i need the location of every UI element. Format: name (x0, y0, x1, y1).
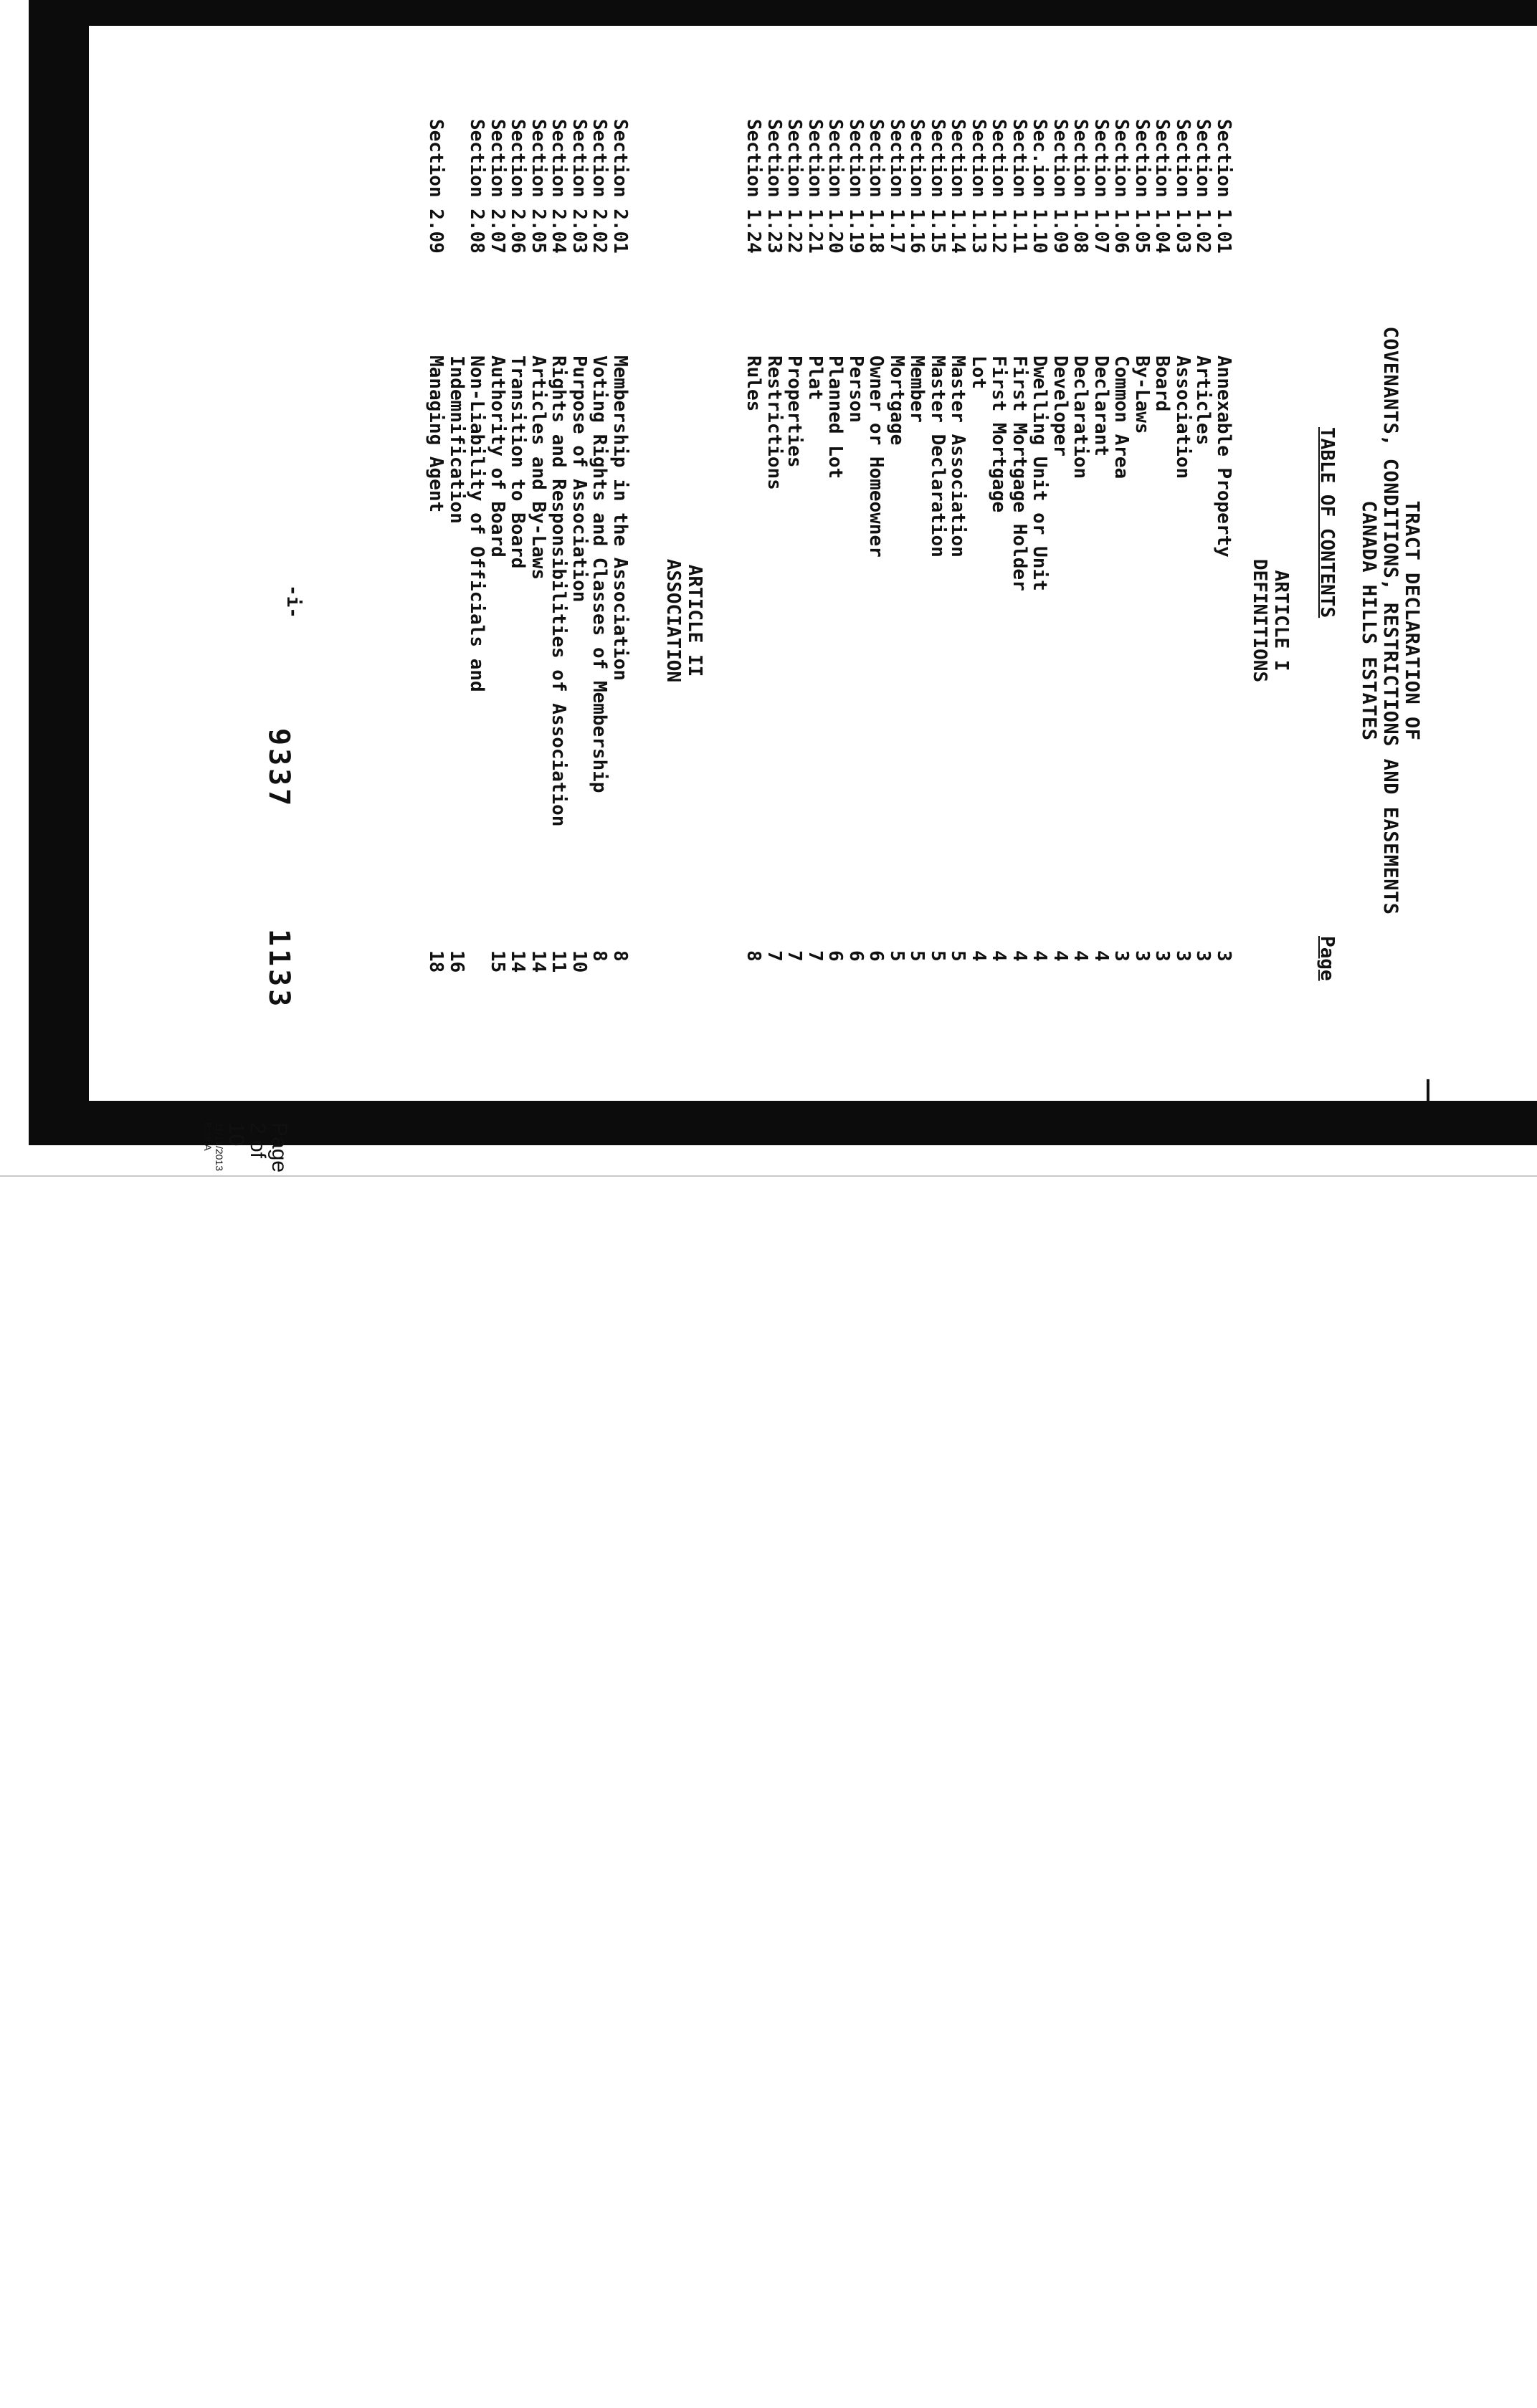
toc-entry[interactable] (969, 119, 990, 1051)
section-page: 5 (927, 950, 948, 962)
toc-entry[interactable] (1092, 119, 1113, 1051)
section-title: Mortgage (886, 355, 908, 446)
toc-entry[interactable] (1194, 119, 1214, 1051)
section-number: Section 2.08 (466, 119, 488, 254)
section-page: 5 (906, 950, 928, 962)
footer-page-number: -i- (282, 585, 304, 618)
section-number: Section 1.24 (743, 119, 765, 254)
title-line: COVENANTS, CONDITIONS, RESTRICTIONS AND EASEMENTS (1379, 326, 1402, 915)
section-page: 4 (1070, 950, 1092, 962)
section-number: Section 1.20 (824, 119, 847, 254)
toc-entry[interactable] (1112, 119, 1133, 1051)
section-page: 11 (548, 950, 570, 973)
section-number: Section 1.14 (947, 119, 969, 254)
section-number: Section 2.03 (568, 119, 590, 254)
toc-entry[interactable] (1051, 119, 1072, 1051)
section-title: Articles (1192, 355, 1214, 446)
toc-entry[interactable] (1174, 119, 1194, 1051)
section-page: 3 (1131, 950, 1153, 962)
document-title (1358, 241, 1422, 1000)
article-label: ARTICLE I (1270, 570, 1292, 672)
section-title: Lot (968, 355, 989, 389)
section-page: 3 (1151, 950, 1174, 962)
toc-list-article-1 (744, 119, 1234, 1051)
section-page: 16 (446, 950, 467, 973)
section-number: Sec.ion 1.10 (1029, 119, 1051, 254)
section-page: 4 (1090, 950, 1112, 962)
section-title: Purpose of Association (568, 355, 590, 603)
toc-entry[interactable] (888, 119, 908, 1051)
section-number: Section 1.22 (784, 119, 806, 254)
section-page: 7 (784, 950, 806, 962)
section-title: Managing Agent (425, 355, 447, 513)
toc-entry[interactable] (826, 119, 847, 1051)
title-line: CANADA HILLS ESTATES (1358, 500, 1380, 741)
section-title: First Mortgage Holder (1009, 355, 1030, 591)
section-title: Planned Lot (824, 355, 847, 479)
toc-entry[interactable] (948, 119, 969, 1051)
recording-stamp-page: 1133 (262, 929, 295, 1010)
article-heading (662, 406, 705, 836)
toc-entry[interactable] (1071, 119, 1092, 1051)
toc-entry[interactable] (806, 119, 827, 1051)
section-number: Section 2.06 (507, 119, 529, 254)
page-indicator (202, 1122, 290, 1172)
section-page: 18 (425, 950, 447, 973)
section-number: Section 1.02 (1192, 119, 1214, 254)
section-number: Section 1.05 (1131, 119, 1153, 254)
section-title: Indemnification (446, 355, 467, 524)
section-page: 3 (1172, 950, 1194, 962)
section-title: First Mortgage (988, 355, 1010, 513)
page-indicator-text: Page 2 of 10 (224, 1122, 291, 1173)
section-title: Articles and By-Laws (528, 355, 549, 580)
toc-entry[interactable] (529, 119, 550, 1051)
toc-entry[interactable] (744, 119, 765, 1051)
section-title: Membership in the Association (609, 355, 631, 681)
article-heading (1249, 406, 1292, 836)
section-page: 7 (763, 950, 785, 962)
rotated-page-content (202, 119, 1423, 1173)
section-number: Section 1.01 (1213, 119, 1234, 254)
section-page: 5 (886, 950, 908, 962)
toc-entry[interactable] (488, 119, 509, 1051)
section-title: Annexable Property (1213, 355, 1234, 558)
section-title: Authority of Board (487, 355, 508, 558)
section-page: 5 (947, 950, 969, 962)
section-number: Section 1.03 (1172, 119, 1194, 254)
toc-entry[interactable] (549, 119, 570, 1051)
section-page: 6 (824, 950, 847, 962)
section-page: 4 (1009, 950, 1030, 962)
section-number: Section 2.09 (425, 119, 447, 254)
toc-entry[interactable] (989, 119, 1010, 1051)
scan-border (29, 0, 1537, 1173)
toc-entry[interactable] (467, 119, 488, 1051)
section-title: Properties (784, 355, 806, 468)
toc-entry[interactable] (908, 119, 928, 1051)
section-number: Section 1.15 (927, 119, 948, 254)
section-title: Owner or Homeowner (865, 355, 888, 558)
title-line: TRACT DECLARATION OF (1401, 500, 1423, 741)
toc-entry[interactable] (765, 119, 786, 1051)
section-title: Non-Liability of Officials and (466, 355, 488, 692)
toc-entry[interactable] (928, 119, 949, 1051)
section-number: Section 1.04 (1151, 119, 1174, 254)
toc-entry[interactable] (867, 119, 888, 1051)
article-name: DEFINITIONS (1249, 558, 1270, 683)
section-title: Common Area (1110, 355, 1133, 479)
page-divider (0, 1175, 1537, 1177)
toc-entry-continuation[interactable] (447, 119, 468, 1051)
toc-entry[interactable] (785, 119, 806, 1051)
section-number: Section 2.02 (589, 119, 611, 254)
section-number: Section 1.23 (763, 119, 785, 254)
section-title: Rules (743, 355, 765, 412)
section-number: Section 1.16 (906, 119, 928, 254)
section-number: Section 1.19 (845, 119, 867, 254)
toc-entry[interactable] (611, 119, 632, 1051)
section-number: Section 1.07 (1090, 119, 1112, 254)
section-number: Section 2.05 (528, 119, 549, 254)
section-title: Member (906, 355, 928, 423)
section-number: Section 1.21 (804, 119, 826, 254)
section-title: Person (845, 355, 867, 423)
toc-entry[interactable] (847, 119, 867, 1051)
section-page: 8 (743, 950, 765, 962)
section-title: Plat (804, 355, 826, 401)
section-number: Section 1.09 (1050, 119, 1071, 254)
section-title: Dwelling Unit or Unit (1029, 355, 1051, 591)
section-number: Section 2.07 (487, 119, 508, 254)
toc-entry[interactable] (508, 119, 529, 1051)
section-title: Association (1172, 355, 1194, 479)
section-number: Section 1.18 (865, 119, 888, 254)
pen-mark (1427, 1079, 1429, 1101)
section-number: Section 1.17 (886, 119, 908, 254)
section-page: 6 (845, 950, 867, 962)
toc-entry[interactable] (1030, 119, 1051, 1051)
section-title: Board (1151, 355, 1174, 412)
toc-entry[interactable] (570, 119, 591, 1051)
section-page: 14 (507, 950, 529, 973)
section-page: 3 (1110, 950, 1133, 962)
section-page: 4 (968, 950, 989, 962)
section-page: 4 (1029, 950, 1051, 962)
section-number: Section 2.04 (548, 119, 570, 254)
section-title: Restrictions (763, 355, 785, 490)
toc-entry[interactable] (590, 119, 611, 1051)
toc-entry[interactable] (1010, 119, 1031, 1051)
section-number: Section 2.01 (609, 119, 631, 254)
section-title: By-Laws (1131, 355, 1153, 434)
section-number: Section 1.13 (968, 119, 989, 254)
toc-list-article-2 (427, 119, 631, 1051)
section-title: Declarant (1090, 355, 1112, 457)
article-label: ARTICLE II (684, 564, 705, 677)
section-number: Section 1.11 (1009, 119, 1030, 254)
section-number: Section 1.12 (988, 119, 1010, 254)
section-page: 4 (1050, 950, 1071, 962)
section-page: 8 (609, 950, 631, 962)
section-title: Master Declaration (927, 355, 948, 558)
section-title: Transition to Board (507, 355, 529, 569)
section-title: Voting Rights and Classes of Membership (589, 355, 611, 793)
section-page: 4 (988, 950, 1010, 962)
toc-entry[interactable] (1214, 119, 1235, 1051)
toc-heading: TABLE OF CONTENTS (1316, 427, 1338, 618)
section-page: 15 (487, 950, 508, 973)
section-page: 14 (528, 950, 549, 973)
section-title: Master Association (947, 355, 969, 558)
recording-stamp-book: 9337 (262, 728, 295, 809)
section-page: 10 (568, 950, 590, 973)
toc-entry[interactable] (427, 119, 447, 1051)
section-page: 8 (589, 950, 611, 962)
section-page: 3 (1213, 950, 1234, 962)
toc-entry[interactable] (1153, 119, 1174, 1051)
section-title: Developer (1050, 355, 1071, 457)
section-page: 6 (865, 950, 888, 962)
section-number: Section 1.08 (1070, 119, 1092, 254)
section-title: Rights and Responsibilities of Association (548, 355, 570, 827)
section-number: Section 1.06 (1110, 119, 1133, 254)
section-page: 3 (1192, 950, 1214, 962)
section-page: 7 (804, 950, 826, 962)
article-name: ASSOCIATION (662, 558, 684, 683)
document-page (89, 26, 1537, 1173)
page-column-heading: Page (1316, 936, 1338, 981)
section-title: Declaration (1070, 355, 1092, 479)
toc-entry[interactable] (1133, 119, 1153, 1051)
page-indicator-timestamp: 11/11/2013 8:38 A (202, 1122, 225, 1171)
